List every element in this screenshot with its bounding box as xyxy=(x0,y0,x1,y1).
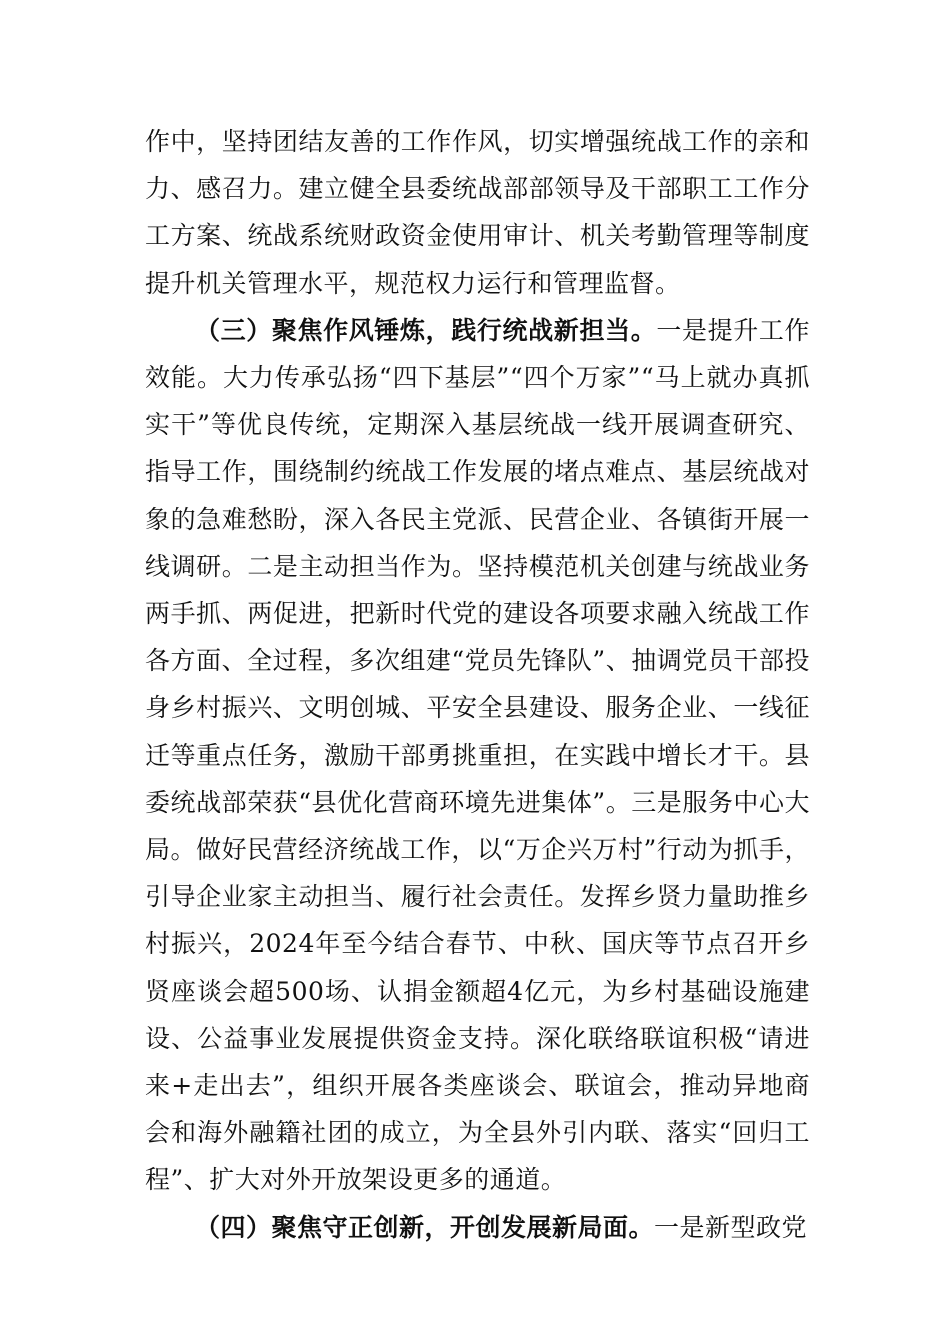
paragraph-continuation xyxy=(145,118,810,307)
paragraph-text: 作中，坚持团结友善的工作作风，切实增强统战工作的亲和力、感召力。建立健全县委统战部部领导及干部职工工作分工方案、统战系统财政资金使用审计、机关考勤管理等制度提升机关管理水平，规范权力运行和管理监督。 xyxy=(145,127,810,298)
section-heading: （四）聚焦守正创新，开创发展新局面。 xyxy=(195,1212,655,1242)
section-heading: （三）聚焦作风锤炼，践行统战新担当。 xyxy=(195,315,657,345)
paragraph-section-four xyxy=(145,1204,810,1251)
paragraph-text: 一是提升工作效能。大力传承弘扬“四下基层”“四个万家”“马上就办真抓实干”等优良传统，定期深入基层统战一线开展调查研究、指导工作，围绕制约统战工作发展的堵点难点、基层统战对象的急难愁盼，深入各民主党派、民营企业、各镇街开展一线调研。二是主动担当作为。坚持模范机关创建与统战业务两手抓、两促进，把新时代党的建设各项要求融入统战工作各方面、全过程，多次组建“党员先锋队”、抽调党员干部投身乡村振兴、文明创城、平安全县建设、服务企业、一线征迁等重点任务，激励干部勇挑重担，在实践中增长才干。县委统战部荣获“县优化营商环境先进集体”。三是服务中心大局。做好民营经济统战工作，以“万企兴万村”行动为抓手，引导企业家主动担当、履行社会责任。发挥乡贤力量助推乡村振兴，2024年至今结合春节、中秋、国庆等节点召开乡贤座谈会超500场、认捐金额超4亿元，为乡村基础设施建设、公益事业发展提供资金支持。深化联络联谊积极“请进来+走出去”，组织开展各类座谈会、联谊会，推动异地商会和海外融籍社团的成立，为全县外引内联、落实“回归工程”、扩大对外开放架设更多的通道。 xyxy=(145,315,810,1195)
document-body xyxy=(145,118,810,1251)
paragraph-section-three xyxy=(145,307,810,1204)
paragraph-text: 一是新型政党 xyxy=(654,1212,808,1242)
